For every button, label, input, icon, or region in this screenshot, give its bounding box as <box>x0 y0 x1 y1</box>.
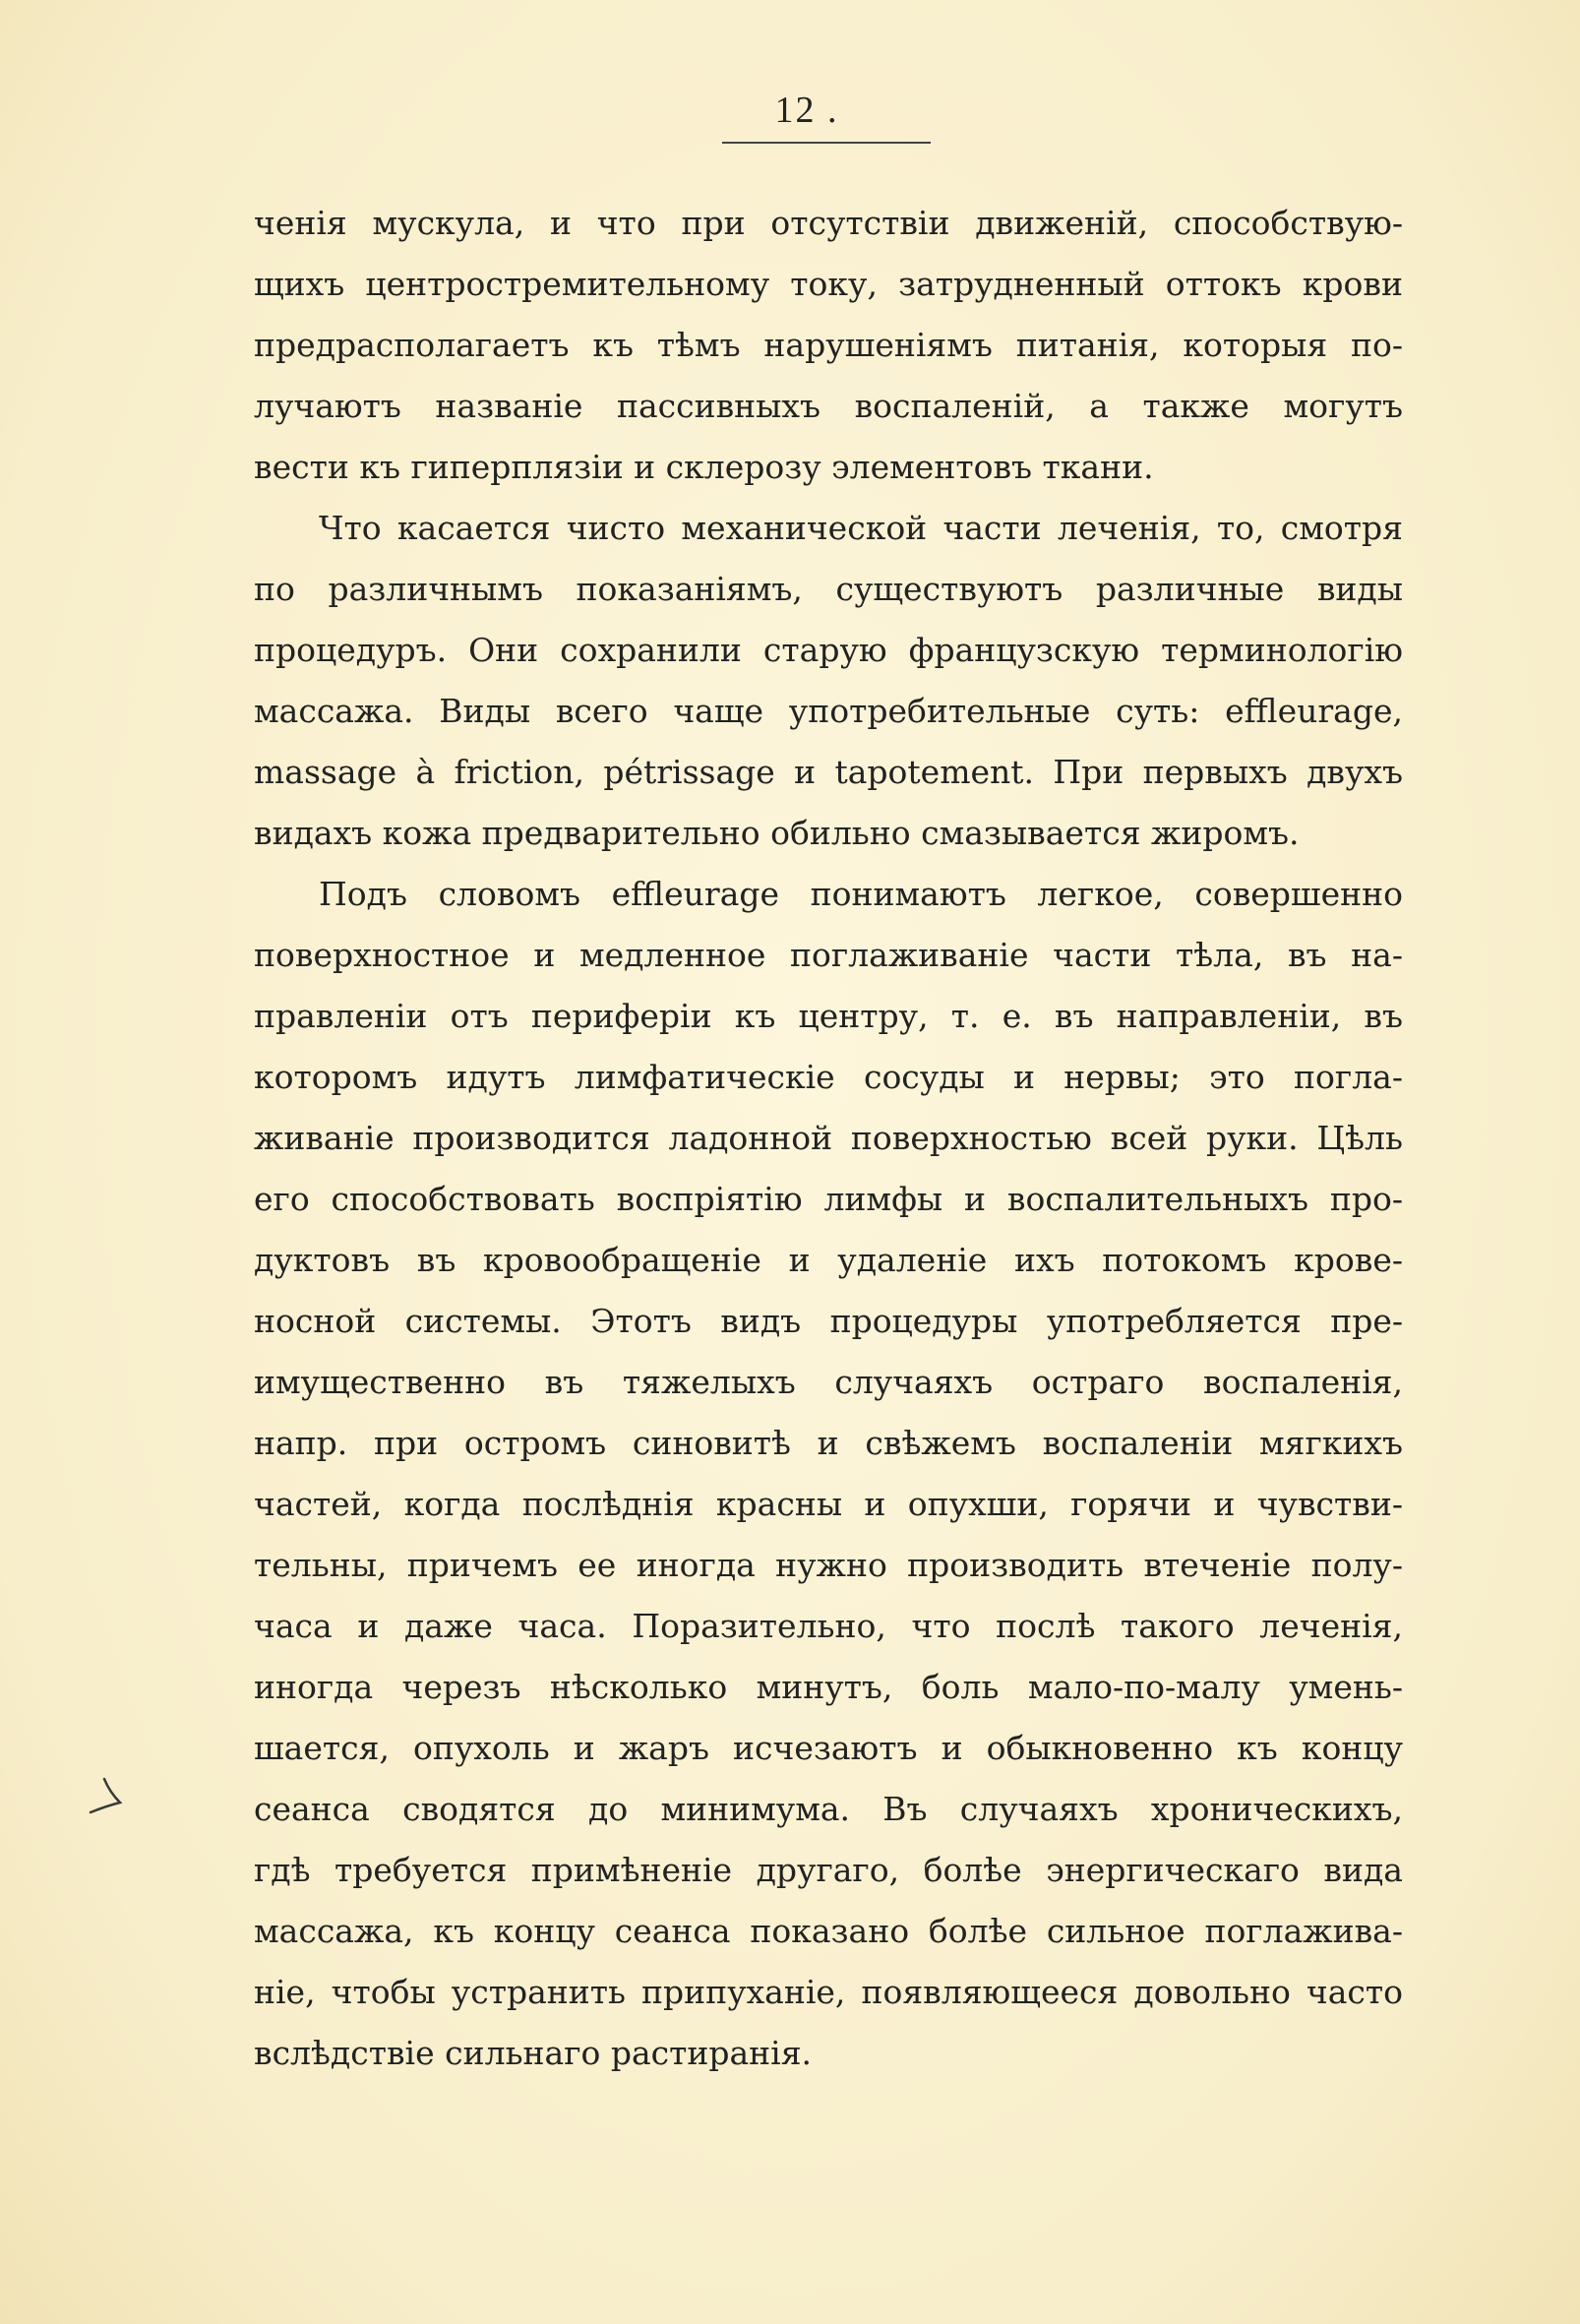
text-line: частей, когда послѣднія красны и опухши, горячи и чувстви- <box>254 1485 1403 1523</box>
text-line: напр. при остромъ синовитѣ и свѣжемъ воспаленіи мягкихъ <box>254 1424 1403 1462</box>
text-line: шается, опухоль и жаръ исчезаютъ и обыкновенно къ концу <box>254 1729 1403 1767</box>
text-line: поверхностное и медленное поглаживаніе части тѣла, въ на- <box>254 936 1403 974</box>
text-line: вслѣдствіе сильнаго растиранія. <box>254 2034 813 2072</box>
text-line: часа и даже часа. Поразительно, что послѣ такого леченія, <box>254 1607 1403 1645</box>
text-line: ченія мускула, и что при отсутствіи движеній, способствую- <box>254 204 1403 242</box>
text-line: его способствовать воспріятію лимфы и воспалительныхъ про- <box>254 1180 1403 1218</box>
text-line: massage à friction, pétrissage и tapotement. При первыхъ двухъ <box>254 753 1403 791</box>
text-line: щихъ центростремительному току, затрудненный оттокъ крови <box>254 265 1403 303</box>
text-line: массажа, къ концу сеанса показано болѣе сильное поглажива- <box>254 1912 1403 1950</box>
text-line: сеанса сводятся до минимума. Въ случаяхъ хроническихъ, <box>254 1790 1403 1828</box>
paragraph-first-line: Что касается чисто механической части леченія, то, смотря <box>319 509 1403 547</box>
text-line: процедуръ. Они сохранили старую французскую терминологію <box>254 631 1403 669</box>
text-line: ніе, чтобы устранить припуханіе, появляющееся довольно часто <box>254 1973 1403 2011</box>
text-line: правленіи отъ периферіи къ центру, т. е. въ направленіи, въ <box>254 997 1403 1035</box>
text-line: имущественно въ тяжелыхъ случаяхъ остраго воспаленія, <box>254 1363 1403 1401</box>
margin-check-mark-icon <box>85 1775 134 1824</box>
page-number: 12 . <box>774 90 839 131</box>
text-line: по различнымъ показаніямъ, существуютъ различные виды <box>254 570 1403 608</box>
paragraph-first-line: Подъ словомъ effleurage понимаютъ легкое, совершенно <box>319 875 1403 913</box>
text-line: массажа. Виды всего чаще употребительные суть: effleurage, <box>254 692 1403 730</box>
text-line: которомъ идутъ лимфатическіе сосуды и нервы; это погла- <box>254 1058 1403 1096</box>
header-rule <box>722 142 931 144</box>
text-line: живаніе производится ладонной поверхностью всей руки. Цѣль <box>254 1119 1403 1157</box>
text-line: носной системы. Этотъ видъ процедуры употребляется пре- <box>254 1302 1403 1340</box>
text-line: дуктовъ въ кровообращеніе и удаленіе ихъ потокомъ крове- <box>254 1241 1403 1279</box>
text-line: гдѣ требуется примѣненіе другаго, болѣе энергическаго вида <box>254 1851 1403 1889</box>
text-line: вести къ гиперплязіи и склерозу элементовъ ткани. <box>254 448 1154 486</box>
text-line: видахъ кожа предварительно обильно смазывается жиромъ. <box>254 814 1300 852</box>
body-text <box>254 193 1403 2084</box>
text-line: иногда черезъ нѣсколько минутъ, боль мало-по-малу умень- <box>254 1668 1403 1706</box>
text-line: тельны, причемъ ее иногда нужно производить втеченіе полу- <box>254 1546 1403 1584</box>
text-line: лучаютъ названіе пассивныхъ воспаленій, а также могутъ <box>254 387 1403 425</box>
text-line: предрасполагаетъ къ тѣмъ нарушеніямъ питанія, которыя по- <box>254 326 1403 364</box>
